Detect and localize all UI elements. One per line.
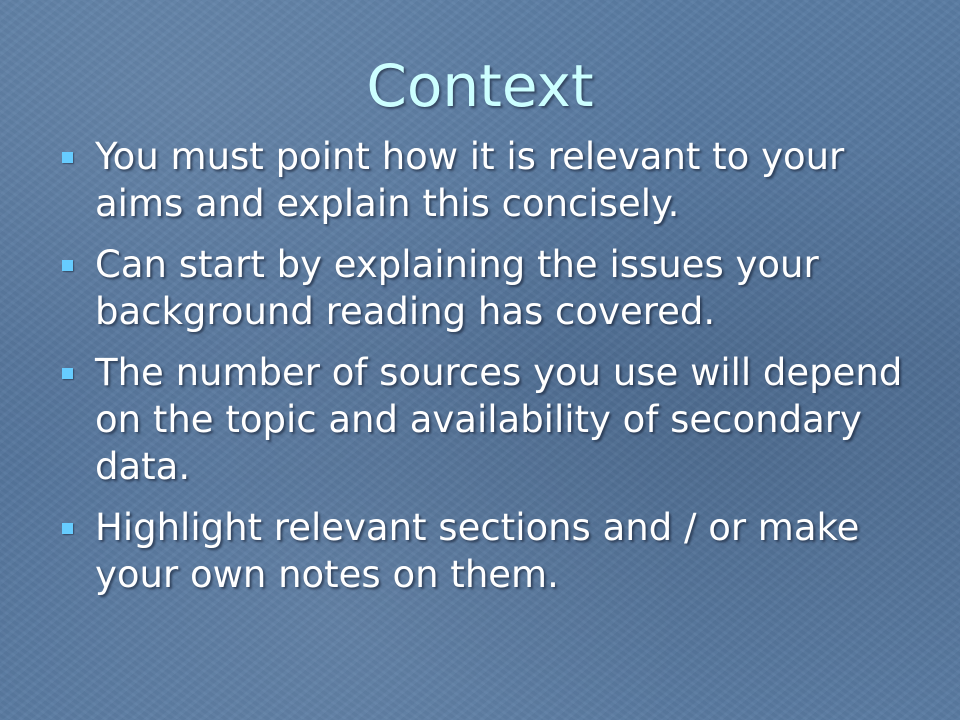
bullet-text: Can start by explaining the issues your background reading has covered. — [95, 243, 819, 333]
square-bullet-icon — [62, 523, 73, 534]
bullet-text: You must point how it is relevant to your aims and explain this concisely. — [95, 135, 845, 225]
slide-title: Context — [366, 52, 594, 120]
bullet-list — [58, 133, 908, 612]
bullet-item — [58, 349, 908, 490]
square-bullet-icon — [62, 152, 73, 163]
bullet-text: Highlight relevant sections and / or make your own notes on them. — [95, 506, 860, 596]
bullet-item — [58, 133, 908, 227]
square-bullet-icon — [62, 260, 73, 271]
square-bullet-icon — [62, 368, 73, 379]
bullet-item — [58, 504, 908, 598]
bullet-item — [58, 241, 908, 335]
bullet-text: The number of sources you use will depend on the topic and availability of secondary data. — [95, 351, 903, 488]
